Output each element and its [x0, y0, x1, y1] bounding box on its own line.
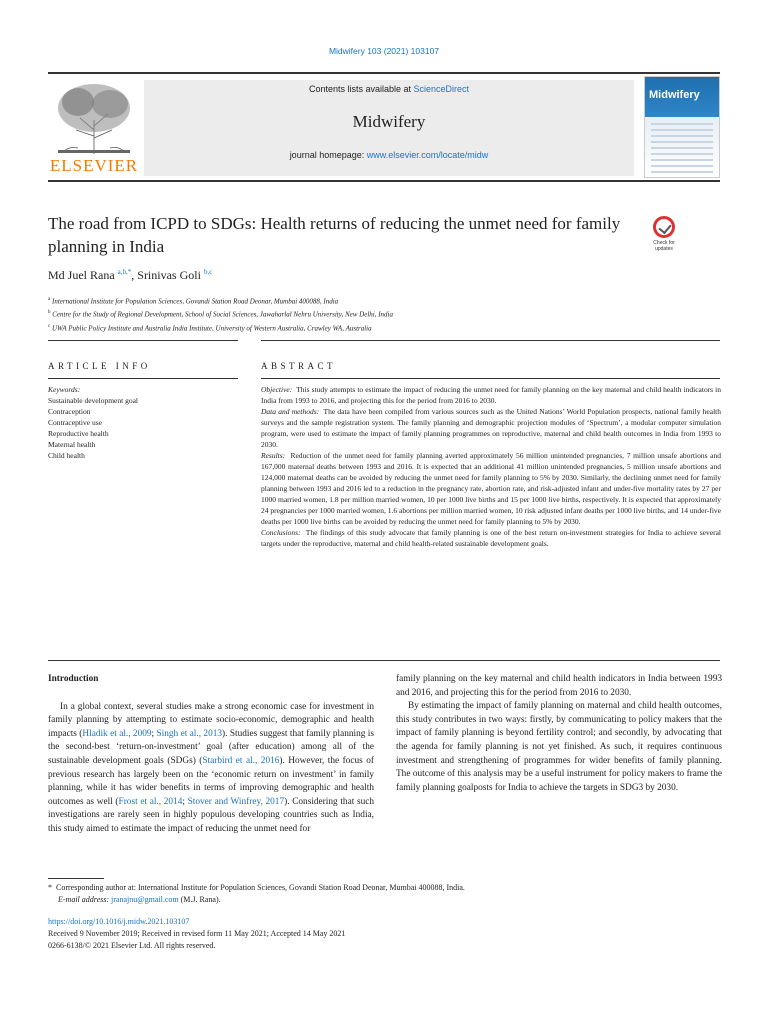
keyword-item: Contraceptive use — [48, 418, 102, 427]
body-text: ). Considering that such investigations are rarely seen in highly populous developing countries such as India, this study aimed to estimate the impact of reducing the unmet need for — [48, 796, 375, 834]
affiliation-mark: b — [48, 310, 51, 316]
issn-copyright: 0266-6138/© 2021 Elsevier Ltd. All rights reserved. — [48, 941, 216, 950]
affiliation-mark: a — [48, 297, 51, 302]
keyword-item: Sustainable development goal — [48, 396, 138, 405]
body-text: ; — [182, 796, 188, 807]
introduction-heading: Introduction — [48, 674, 99, 684]
author-separator: , — [131, 268, 138, 282]
intro-right-column — [396, 673, 722, 795]
affiliation-text: UWA Public Policy Institute and Australia India Institute, University of Western Australia, Crawley WA, Australia — [51, 323, 372, 332]
elsevier-wordmark: ELSEVIER — [49, 156, 139, 175]
body-text: ; — [151, 728, 157, 739]
intro-paragraph-1-cont: family planning on the key maternal and child health indicators in India between 1993 and 2016, and projecting this for the period from 2016 to 2030. — [396, 674, 722, 698]
journal-name: Midwifery — [352, 112, 426, 131]
keyword-item: Contraception — [48, 407, 91, 416]
elsevier-tree-icon — [48, 80, 140, 156]
check-updates-icon — [653, 216, 675, 238]
abstract-section-label: Objective: — [261, 385, 293, 394]
keyword-item: Reproductive health — [48, 429, 109, 438]
abstract-section-text: Reduction of the unmet need for family planning averted approximately 56 million unintended pregnancies, 7 million unsafe abortions and 167,000 maternal deaths between 1993 and 2016. It is expected that an additional 41 million unintended pregnancies, 5 million unsafe abortions and 124,000 maternal deaths can be avoided by reducing the unmet need for family planning to 5% by 2030. Similarly, the declining unmet need for family planning between 1993 and 2016 led to a reduction in the pregnancy rate, abortion rate, and risk-adjusted infant and under-five mortality rates by 27 per 1000 married women, 1.8 per million married women, 10 per 1000 live births and 15 per 1000 live births, respectively. It is expected that approximately 24 pregnancies per 1000 married women, 1.6 abortions per million married women, 10 risk adjusted infant deaths per 1000 live births, and 14 under-five deaths per 1000 live births can be avoided by reducing the unmet need for family planning to 5% by 2030. — [261, 451, 721, 526]
doi-link[interactable]: https://doi.org/10.1016/j.midw.2021.103107 — [48, 917, 190, 926]
affiliations — [48, 294, 720, 334]
article-info-rule — [48, 340, 238, 341]
keywords-list — [48, 384, 228, 461]
abstract-section-label: Results: — [261, 451, 286, 460]
abstract-results — [261, 450, 721, 527]
sciencedirect-link[interactable]: ScienceDirect — [413, 84, 470, 94]
footnote-text: Corresponding author at: International Institute for Population Sciences, Govandi Station Road Deonar, Mumbai 400088, India. — [56, 883, 465, 892]
body-text: ). However, the focus of previous research has largely been on the ‘economic return on investment’ in family planning, while it has wider benefits in terms of improving demographic and health outcomes as well ( — [48, 755, 374, 807]
contents-line — [144, 84, 634, 94]
cover-text-lines — [651, 123, 713, 177]
affiliation-mark: c — [48, 323, 51, 329]
doi-line — [48, 916, 720, 928]
abstract-body — [261, 384, 721, 549]
check-updates-label: Check for updates — [653, 240, 675, 252]
author-list — [48, 268, 212, 283]
abstract-section-label: Conclusions: — [261, 528, 301, 537]
journal-header — [48, 72, 720, 180]
author-marks[interactable]: b,c — [203, 268, 213, 276]
author-name[interactable]: Srinivas Goli — [137, 268, 201, 282]
body-text: ). Studies suggest that family planning is the second-best ‘return-on-investment’ goal (after education) among all of the sustainable development goals (SDGs) ( — [48, 728, 374, 766]
footnote-mark: * — [48, 883, 52, 892]
cover-title: Midwifery — [649, 89, 700, 101]
abstract-heading: ABSTRACT — [261, 361, 337, 371]
email-label: E-mail address: — [58, 895, 110, 904]
abstract-section-label: Data and methods: — [261, 407, 320, 416]
citation-link-starbird[interactable]: Starbird et al., 2016 — [202, 755, 280, 766]
journal-citation[interactable]: Midwifery 103 (2021) 103107 — [328, 46, 440, 56]
intro-paragraph-1 — [48, 701, 374, 837]
keyword-item: Child health — [48, 451, 85, 460]
homepage-prefix: journal homepage: — [289, 150, 367, 160]
email-link[interactable]: jranajnu@gmail.com — [111, 895, 179, 904]
affiliation-text: International Institute for Population Sciences, Govandi Station Road Deonar, Mumbai 400088, India — [51, 297, 339, 306]
article-title: The road from ICPD to SDGs: Health returns of reducing the unmet need for family planning in India — [48, 214, 621, 256]
email-suffix: (M.J. Rana). — [180, 895, 221, 904]
homepage-line — [144, 150, 634, 160]
received-dates: Received 9 November 2019; Received in revised form 11 May 2021; Accepted 14 May 2021 — [48, 929, 346, 938]
intro-paragraph-2: By estimating the impact of family planning on maternal and child health outcomes, this study contributes in two ways: firstly, by communicating to policy makers that the impact of family planning is beyond fertility control; and secondly, by advocating that the agenda for family planning is not yet finished. As such, it requires continuous investment and strengthening of programmes for wider benefits of family planning. The outcome of this analysis may be a useful instrument for policy makers to frame the family planning goalposts for India to achieve the targets in SDG3 by 2030. — [396, 701, 722, 793]
citation-link-hladik[interactable]: Hladik et al., 2009 — [82, 728, 152, 739]
abstract-section-text: This study attempts to estimate the impact of reducing the unmet need for family planning on the key maternal and child health indicators in India from 1993 to 2016, and projecting this for the period from 2016 to 2030. — [261, 385, 721, 405]
affiliation-item — [48, 294, 720, 307]
intro-left-column — [48, 673, 374, 837]
article-info-rule-2 — [48, 378, 238, 379]
author-marks[interactable]: a,b,* — [117, 268, 132, 276]
keyword-item: Maternal health — [48, 440, 96, 449]
abstract-section-text: The findings of this study advocate that family planning is one of the best return on-investment strategies for India to achieve several targets under the reproductive, maternal and child health-related sustainable development goals. — [261, 528, 721, 548]
journal-info-box — [144, 80, 634, 176]
homepage-link[interactable]: www.elsevier.com/locate/midw — [366, 150, 489, 160]
header-divider — [48, 180, 720, 182]
footnote-divider — [48, 878, 104, 879]
affiliation-text: Centre for the Study of Regional Development, School of Social Sciences, Jawaharlal Nehru University, New Delhi, India — [52, 310, 393, 319]
citation-link-stover[interactable]: Stover and Winfrey, 2017 — [187, 796, 285, 807]
abstract-rule — [261, 340, 720, 341]
journal-cover-image[interactable] — [644, 76, 720, 178]
keywords-label: Keywords: — [48, 385, 81, 394]
affiliation-item — [48, 321, 720, 334]
abstract-objective — [261, 384, 721, 406]
citation-link-frost[interactable]: Frost et al., 2014 — [118, 796, 183, 807]
citation-link-singh[interactable]: Singh et al., 2013 — [156, 728, 223, 739]
abstract-rule-2 — [261, 378, 720, 379]
contents-prefix: Contents lists available at — [308, 84, 414, 94]
corresponding-author-note — [48, 882, 720, 894]
body-text: In a global context, several studies make a strong economic case for investment in family planning by attempting to estimate socio-economic, demographic and health impacts ( — [48, 701, 374, 739]
affiliation-item — [48, 307, 720, 320]
email-note — [48, 894, 720, 906]
abstract-section-text: The data have been compiled from various sources such as the United Nations’ World Population prospects, national family health surveys and the sample registration system. The family planning and demographic projection modules of ‘Spectrum’, a modular computer simulation program, were used to estimate the impact of family planning programmes on reproductive, maternal and child health outcomes in India from 1993 to 2030. — [261, 407, 721, 449]
abstract-conclusions — [261, 527, 721, 549]
abstract-methods — [261, 406, 721, 450]
check-for-updates-button[interactable] — [646, 216, 682, 256]
elsevier-logo[interactable] — [48, 80, 140, 176]
author-name[interactable]: Md Juel Rana — [48, 268, 115, 282]
article-info-heading: ARTICLE INFO — [48, 361, 151, 371]
abstract-end-rule — [48, 660, 720, 661]
footnotes — [48, 882, 720, 952]
